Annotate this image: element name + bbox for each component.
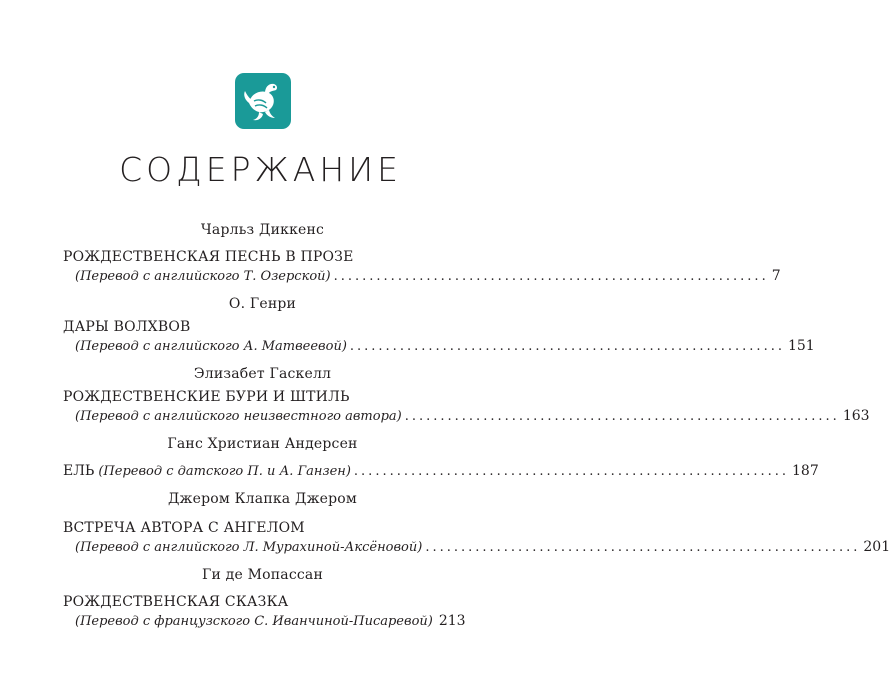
author-name: Джером Клапка Джером <box>167 491 358 507</box>
work-title: РОЖДЕСТВЕНСКИЕ БУРИ И ШТИЛЬ <box>63 389 350 405</box>
translation-note: (Перевод с английского Т. Озерской) <box>75 269 331 284</box>
table-of-contents <box>63 220 890 631</box>
page-title: СОДЕРЖАНИЕ <box>119 150 402 189</box>
work-title: ВСТРЕЧА АВТОРА С АНГЕЛОМ <box>63 520 305 536</box>
toc-line[interactable] <box>63 612 466 631</box>
translation-note: (Перевод с английского Л. Мурахиной-Аксёновой) <box>75 540 423 555</box>
page-number: 213 <box>438 613 466 629</box>
leader-dots: ............................................................. <box>333 269 769 284</box>
toc-line[interactable] <box>63 407 870 426</box>
teal-publisher-logo-icon <box>235 73 291 129</box>
work-title: РОЖДЕСТВЕНСКАЯ СКАЗКА <box>63 594 289 610</box>
leader-dots: ............................................................. <box>349 339 785 354</box>
work-title: РОЖДЕСТВЕНСКАЯ ПЕСНЬ В ПРОЗЕ <box>63 249 354 265</box>
author-name: Ги де Мопассан <box>201 567 323 583</box>
leader-dots: ............................................................. <box>404 409 840 424</box>
page-number: 201 <box>863 539 890 555</box>
publisher-logo <box>235 73 291 129</box>
author-name: О. Генри <box>228 296 297 312</box>
work-title: ЕЛЬ <box>63 463 95 479</box>
author-name: Чарльз Диккенс <box>200 222 325 238</box>
toc-line[interactable] <box>63 538 890 557</box>
leader-dots: ............................................................. <box>353 464 789 479</box>
page-number: 187 <box>792 463 819 479</box>
translation-note: (Перевод с английского А. Матвеевой) <box>75 339 347 354</box>
page-number: 163 <box>842 408 870 424</box>
toc-line[interactable] <box>63 267 781 286</box>
translation-note: (Перевод с французского С. Иванчиной-Писаревой) <box>75 614 433 629</box>
page-number: 7 <box>771 268 781 284</box>
toc-line[interactable] <box>63 462 819 481</box>
author-name: Элизабет Гаскелл <box>193 366 332 382</box>
page-number: 151 <box>787 338 815 354</box>
leader-dots: ............................................................. <box>425 540 861 555</box>
author-name: Ганс Христиан Андерсен <box>167 436 358 452</box>
work-title: ДАРЫ ВОЛХВОВ <box>63 319 191 335</box>
toc-line[interactable] <box>63 337 815 356</box>
translation-note: (Перевод с датского П. и А. Ганзен) <box>98 464 351 479</box>
translation-note: (Перевод с английского неизвестного автора) <box>75 409 402 424</box>
